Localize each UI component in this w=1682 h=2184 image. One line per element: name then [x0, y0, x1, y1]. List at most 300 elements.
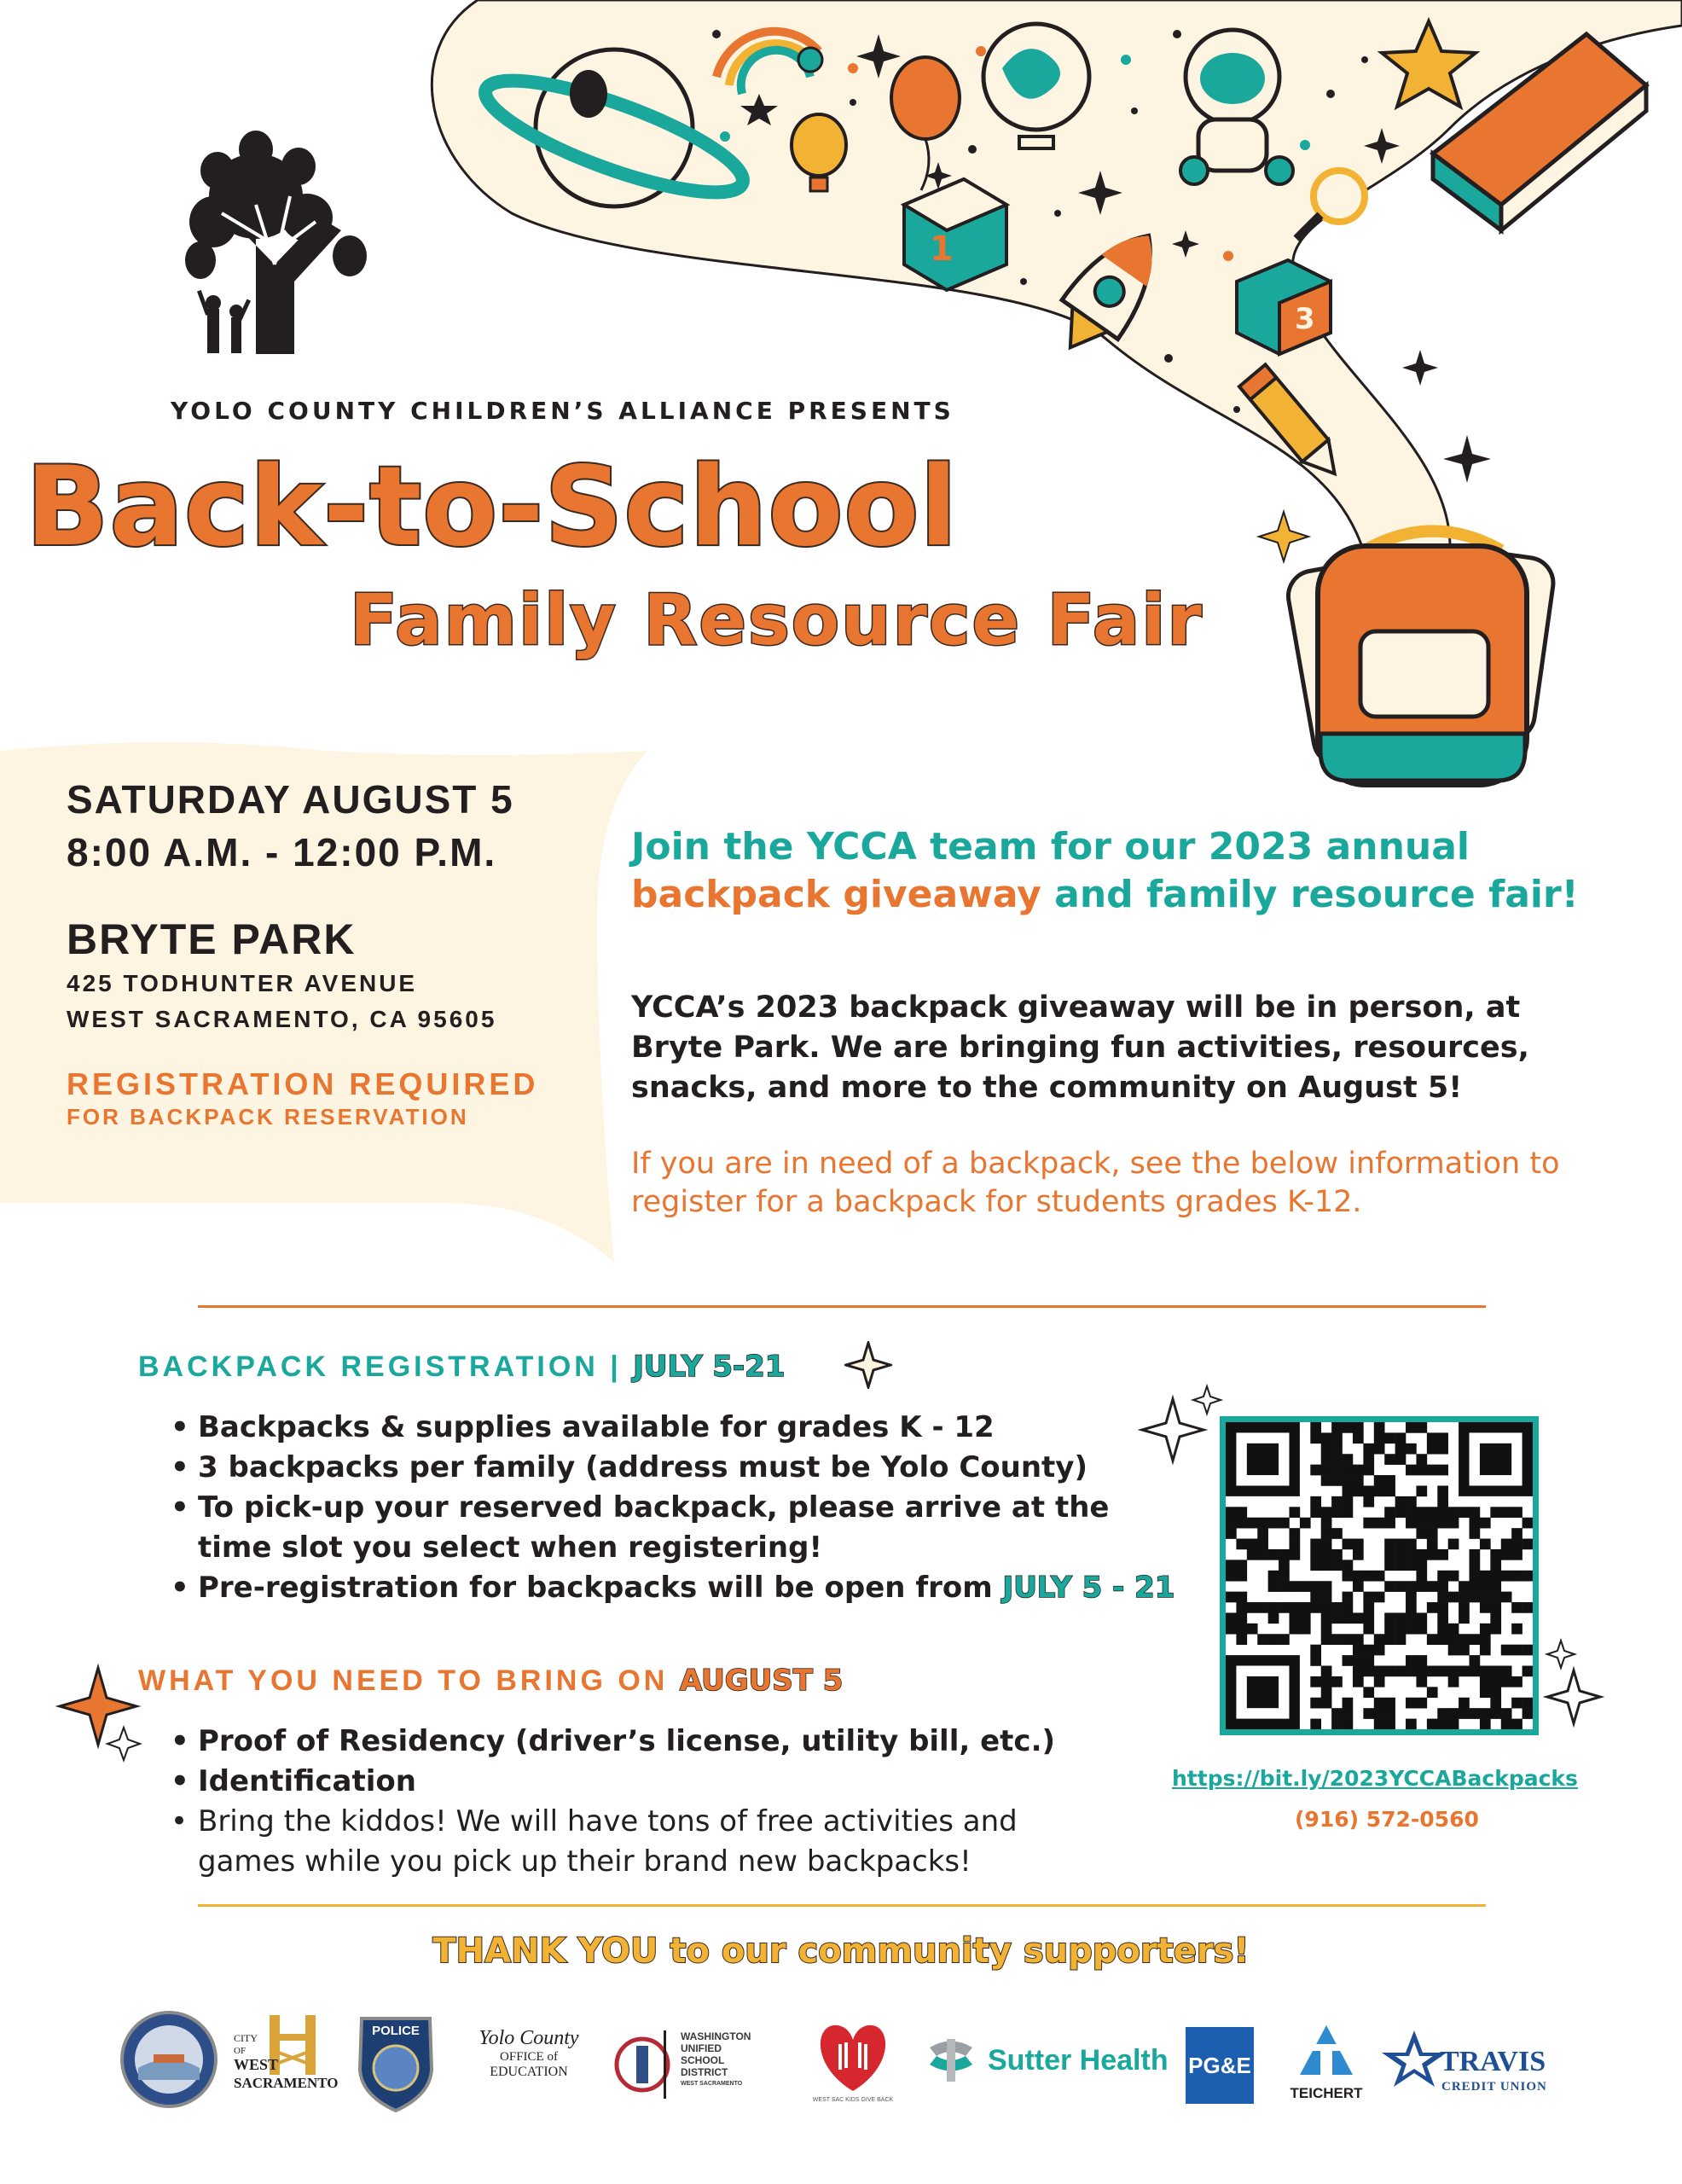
qr-module	[1353, 1666, 1364, 1677]
qr-module	[1236, 1560, 1247, 1571]
qr-module	[1480, 1645, 1491, 1656]
qr-module	[1374, 1719, 1385, 1729]
qr-module	[1490, 1666, 1501, 1677]
qr-module	[1384, 1666, 1395, 1677]
registration-bullets	[171, 1408, 1211, 1608]
qr-module	[1289, 1623, 1300, 1635]
event-time: 8:00 A.M. - 12:00 P.M.	[67, 830, 497, 874]
qr-module	[1437, 1496, 1448, 1507]
qr-module	[1480, 1666, 1491, 1677]
qr-module	[1289, 1528, 1300, 1539]
qr-module	[1448, 1507, 1459, 1518]
qr-module	[1501, 1645, 1512, 1656]
bring-bullets	[171, 1722, 1126, 1882]
bring-section-title	[138, 1664, 843, 1698]
qr-module	[1448, 1708, 1459, 1719]
qr-module	[1448, 1719, 1459, 1729]
qr-module	[1437, 1719, 1448, 1729]
qr-module	[1437, 1666, 1448, 1677]
qr-module	[1511, 1539, 1522, 1550]
qr-module	[1343, 1507, 1354, 1518]
qr-module	[1437, 1518, 1448, 1529]
qr-module	[1448, 1634, 1459, 1645]
qr-module	[1310, 1719, 1321, 1729]
list-item	[171, 1568, 1211, 1608]
qr-module	[1437, 1612, 1448, 1623]
qr-module	[1511, 1676, 1522, 1687]
qr-module	[1310, 1539, 1321, 1550]
qr-module	[1437, 1443, 1448, 1455]
qr-module	[1480, 1623, 1491, 1635]
qr-module	[1384, 1475, 1395, 1486]
registration-title-dates: JULY 5-21	[633, 1350, 786, 1384]
qr-module	[1490, 1549, 1501, 1560]
qr-module	[1353, 1485, 1364, 1496]
qr-module	[1353, 1581, 1364, 1592]
city-name-1: WEST	[234, 2056, 279, 2073]
qr-module	[1331, 1465, 1343, 1476]
qr-module	[1300, 1581, 1311, 1592]
qr-module	[1321, 1539, 1332, 1550]
qr-module	[1511, 1698, 1522, 1709]
qr-module	[1395, 1549, 1406, 1560]
qr-module	[1427, 1581, 1438, 1592]
qr-module	[1437, 1485, 1448, 1496]
qr-module	[1321, 1507, 1332, 1518]
qr-module	[1427, 1719, 1438, 1729]
qr-module	[1321, 1666, 1332, 1677]
qr-module	[1511, 1571, 1522, 1582]
qr-module	[1416, 1676, 1427, 1687]
qr-module	[1289, 1549, 1300, 1560]
qr-code-pattern	[1226, 1422, 1533, 1729]
qr-module	[1226, 1612, 1237, 1623]
qr-module	[1490, 1623, 1501, 1635]
presenter-line: YOLO COUNTY CHILDREN’S ALLIANCE PRESENTS	[171, 397, 954, 425]
qr-module	[1257, 1539, 1268, 1550]
list-item-text: Pre-registration for backpacks will be open from	[198, 1571, 993, 1605]
qr-module	[1427, 1602, 1438, 1613]
qr-module	[1236, 1612, 1247, 1623]
qr-module	[1480, 1581, 1491, 1592]
qr-module	[1363, 1465, 1374, 1476]
qr-module	[1501, 1719, 1512, 1729]
yolo-line-3: EDUCATION	[490, 2065, 568, 2079]
backpack-icon	[1285, 531, 1557, 786]
qr-module	[1279, 1581, 1290, 1592]
qr-module	[1416, 1528, 1427, 1539]
qr-module	[1279, 1560, 1290, 1571]
qr-module	[1406, 1443, 1417, 1455]
qr-module	[1416, 1507, 1427, 1518]
teichert-triangle-icon	[1296, 2022, 1356, 2082]
qr-module	[1406, 1602, 1417, 1613]
qr-module	[1501, 1708, 1512, 1719]
address-line-2: WEST SACRAMENTO, CA 95605	[67, 1006, 497, 1032]
qr-module	[1470, 1549, 1481, 1560]
divider-top	[198, 1305, 1486, 1308]
qr-module	[1374, 1443, 1385, 1455]
qr-module	[1437, 1571, 1448, 1582]
qr-module	[1236, 1623, 1247, 1635]
contact-phone: (916) 572-0560	[1295, 1807, 1479, 1832]
qr-module	[1406, 1518, 1417, 1529]
qr-module	[1353, 1676, 1364, 1687]
qr-module	[1416, 1485, 1427, 1496]
west-sac-kids-give-back-logo	[793, 2018, 913, 2112]
west-sac-label: WEST SAC KIDS GIVE BACK	[812, 2097, 894, 2103]
qr-module	[1374, 1518, 1385, 1529]
qr-module	[1427, 1549, 1438, 1560]
qr-module	[1343, 1539, 1354, 1550]
qr-module	[1490, 1698, 1501, 1709]
qr-module	[1416, 1655, 1427, 1666]
qr-module	[1300, 1612, 1311, 1623]
qr-module	[1406, 1719, 1417, 1729]
city-west-sacramento-logo	[232, 2015, 343, 2109]
qr-module	[1343, 1422, 1354, 1433]
qr-module	[1310, 1432, 1321, 1443]
qr-module	[1343, 1496, 1354, 1507]
qr-module	[1459, 1708, 1470, 1719]
qr-module	[1511, 1645, 1522, 1656]
qr-module	[1416, 1454, 1427, 1465]
event-date-time	[67, 773, 514, 879]
qr-module	[1289, 1581, 1300, 1592]
qr-module	[1384, 1432, 1395, 1443]
qr-module	[1490, 1602, 1501, 1613]
qr-module	[1353, 1612, 1364, 1623]
qr-module	[1490, 1687, 1501, 1698]
qr-module	[1480, 1518, 1491, 1529]
qr-module	[1268, 1549, 1279, 1560]
qr-module	[1300, 1518, 1311, 1529]
qr-module	[1448, 1571, 1459, 1582]
qr-module	[1268, 1518, 1279, 1529]
qr-module	[1363, 1602, 1374, 1613]
qr-module	[1427, 1528, 1438, 1539]
qr-module	[1279, 1518, 1290, 1529]
qr-module	[1331, 1528, 1343, 1539]
qr-module	[1268, 1581, 1279, 1592]
wusd-line-2: UNIFIED	[681, 2042, 722, 2054]
qr-module	[1353, 1571, 1364, 1582]
qr-module	[1321, 1528, 1332, 1539]
qr-module	[1331, 1432, 1343, 1443]
qr-module	[1321, 1592, 1332, 1603]
qr-module	[1268, 1602, 1279, 1613]
qr-module	[1310, 1507, 1321, 1518]
registration-link[interactable]: https://bit.ly/2023YCCABackpacks	[1172, 1766, 1578, 1791]
sparkle-icons-qr-top	[1134, 1382, 1228, 1476]
qr-module	[1416, 1571, 1427, 1582]
qr-module	[1321, 1518, 1332, 1529]
registration-required: REGISTRATION REQUIRED	[67, 1066, 539, 1101]
qr-module	[1363, 1571, 1374, 1582]
qr-module	[1343, 1485, 1354, 1496]
qr-module	[1363, 1645, 1374, 1656]
qr-module	[1416, 1623, 1427, 1635]
qr-module	[1331, 1719, 1343, 1729]
qr-module	[1353, 1549, 1364, 1560]
qr-module	[1331, 1475, 1343, 1486]
qr-module	[1363, 1454, 1374, 1465]
qr-module	[1247, 1539, 1258, 1550]
sutter-health-icon	[921, 2030, 981, 2090]
qr-finder-inner	[1480, 1443, 1511, 1475]
qr-module	[1384, 1539, 1395, 1550]
qr-module	[1343, 1454, 1354, 1465]
qr-module	[1310, 1581, 1321, 1592]
travis-star-icon	[1380, 2029, 1448, 2088]
qr-module	[1257, 1528, 1268, 1539]
qr-module	[1470, 1581, 1481, 1592]
qr-module	[1427, 1666, 1438, 1677]
qr-module	[1522, 1602, 1533, 1613]
bring-title-text: WHAT YOU NEED TO BRING ON	[138, 1664, 669, 1697]
wusd-line-3: SCHOOL	[681, 2054, 725, 2066]
pge-logo	[1186, 2022, 1266, 2107]
qr-module	[1310, 1592, 1321, 1603]
qr-module	[1416, 1465, 1427, 1476]
qr-finder-inner	[1247, 1443, 1279, 1475]
qr-module	[1363, 1666, 1374, 1677]
qr-module	[1490, 1592, 1501, 1603]
qr-module	[1247, 1623, 1258, 1635]
qr-module	[1236, 1571, 1247, 1582]
qr-module	[1353, 1655, 1364, 1666]
qr-module	[1416, 1698, 1427, 1709]
qr-module	[1310, 1645, 1321, 1656]
qr-module	[1511, 1602, 1522, 1613]
qr-module	[1501, 1507, 1512, 1518]
qr-module	[1289, 1612, 1300, 1623]
qr-module	[1279, 1634, 1290, 1645]
qr-module	[1226, 1623, 1237, 1635]
qr-module	[1321, 1465, 1332, 1476]
qr-module	[1343, 1475, 1354, 1486]
address-line-1: 425 TODHUNTER AVENUE	[67, 970, 418, 996]
qr-module	[1321, 1602, 1332, 1613]
qr-module	[1490, 1571, 1501, 1582]
qr-module	[1226, 1507, 1237, 1518]
qr-module	[1353, 1465, 1364, 1476]
sparkle-icons-qr-bottom	[1535, 1636, 1612, 1730]
qr-module	[1353, 1432, 1364, 1443]
intro-headline	[631, 823, 1655, 919]
qr-module	[1522, 1645, 1533, 1656]
qr-module	[1490, 1507, 1501, 1518]
qr-module	[1511, 1549, 1522, 1560]
list-item: • 3 backpacks per family (address must be Yolo County)	[171, 1448, 1211, 1488]
event-date: SATURDAY AUGUST 5	[67, 777, 514, 822]
qr-module	[1363, 1708, 1374, 1719]
city-name-2: SACRAMENTO	[234, 2075, 339, 2091]
qr-module	[1406, 1623, 1417, 1635]
qr-module	[1374, 1676, 1385, 1687]
qr-module	[1331, 1496, 1343, 1507]
qr-module	[1363, 1496, 1374, 1507]
qr-module	[1247, 1549, 1258, 1560]
qr-module	[1321, 1432, 1332, 1443]
qr-module	[1384, 1623, 1395, 1635]
heart-hands-icon	[793, 2018, 913, 2095]
qr-module	[1384, 1612, 1395, 1623]
qr-module	[1363, 1518, 1374, 1529]
travis-credit-union-logo	[1380, 2029, 1568, 2106]
qr-module	[1279, 1571, 1290, 1582]
qr-module	[1395, 1623, 1406, 1635]
sutter-health-logo	[921, 2030, 1177, 2099]
qr-module	[1470, 1655, 1481, 1666]
qr-module	[1416, 1612, 1427, 1623]
washington-usd-logo	[612, 2022, 774, 2107]
qr-module	[1226, 1518, 1237, 1529]
qr-module	[1406, 1592, 1417, 1603]
qr-module	[1353, 1475, 1364, 1486]
qr-module	[1321, 1443, 1332, 1455]
qr-module	[1363, 1623, 1374, 1635]
qr-module	[1374, 1432, 1385, 1443]
qr-module	[1427, 1634, 1438, 1645]
qr-module	[1331, 1560, 1343, 1571]
svg-text:3: 3	[1295, 302, 1315, 336]
qr-module	[1384, 1581, 1395, 1592]
qr-module	[1522, 1571, 1533, 1582]
qr-module	[1343, 1698, 1354, 1709]
qr-module	[1384, 1708, 1395, 1719]
registration-required-sub: FOR BACKPACK RESERVATION	[67, 1104, 469, 1130]
qr-module	[1310, 1549, 1321, 1560]
qr-module	[1470, 1708, 1481, 1719]
wusd-line-5: WEST SACRAMENTO	[681, 2081, 743, 2087]
qr-module	[1310, 1465, 1321, 1476]
qr-module	[1236, 1634, 1247, 1645]
qr-module	[1321, 1623, 1332, 1635]
qr-module	[1236, 1507, 1247, 1518]
qr-module	[1448, 1666, 1459, 1677]
qr-module	[1395, 1581, 1406, 1592]
qr-module	[1247, 1602, 1258, 1613]
event-title: Back-to-School	[26, 444, 959, 571]
qr-module	[1343, 1612, 1354, 1623]
qr-module	[1236, 1539, 1247, 1550]
teichert-label: TEICHERT	[1290, 2085, 1363, 2101]
travis-sub-label: CREDIT UNION	[1441, 2080, 1547, 2094]
qr-module	[1459, 1612, 1470, 1623]
yolo-line-1: Yolo County	[478, 2027, 579, 2049]
event-subtitle: Family Resource Fair	[350, 580, 1204, 661]
qr-module	[1480, 1708, 1491, 1719]
qr-module	[1343, 1602, 1354, 1613]
qr-module	[1459, 1666, 1470, 1677]
qr-module	[1406, 1496, 1417, 1507]
thanks-heading: THANK YOU to our community supporters!	[432, 1931, 1250, 1971]
qr-module	[1363, 1485, 1374, 1496]
intro-need-info: If you are in need of a backpack, see the below information to register for a backpack for students grades K-12.	[631, 1147, 1560, 1219]
sparkle-icon-yellow	[1259, 512, 1308, 561]
qr-module	[1363, 1655, 1374, 1666]
qr-module	[1374, 1592, 1385, 1603]
qr-module	[1257, 1602, 1268, 1613]
list-item-highlight: JULY 5 - 21	[1002, 1571, 1175, 1605]
qr-module	[1331, 1676, 1343, 1687]
qr-module	[1310, 1422, 1321, 1433]
qr-module	[1310, 1560, 1321, 1571]
qr-module	[1427, 1465, 1438, 1476]
qr-module	[1406, 1549, 1417, 1560]
qr-module	[1448, 1539, 1459, 1550]
qr-module	[1331, 1549, 1343, 1560]
qr-module	[1480, 1676, 1491, 1687]
block-3-icon	[1237, 260, 1331, 354]
qr-module	[1321, 1634, 1332, 1645]
list-item: • Backpacks & supplies available for grades K - 12	[171, 1408, 1211, 1448]
qr-module	[1437, 1581, 1448, 1592]
qr-module	[1321, 1698, 1332, 1709]
qr-module	[1480, 1687, 1491, 1698]
qr-finder-inner	[1247, 1676, 1279, 1708]
sparkle-icon	[844, 1341, 892, 1389]
qr-module	[1406, 1581, 1417, 1592]
qr-module	[1480, 1571, 1491, 1582]
pge-label: PG&E	[1186, 2027, 1254, 2104]
qr-module	[1279, 1602, 1290, 1613]
intro-headline-part-3: and family resource fair!	[1041, 873, 1579, 916]
qr-module	[1374, 1666, 1385, 1677]
qr-module	[1395, 1432, 1406, 1443]
qr-code[interactable]	[1220, 1416, 1539, 1735]
registration-title-text: BACKPACK REGISTRATION |	[138, 1350, 622, 1383]
qr-module	[1384, 1698, 1395, 1709]
qr-module	[1480, 1634, 1491, 1645]
qr-module	[1459, 1602, 1470, 1613]
qr-module	[1384, 1485, 1395, 1496]
qr-module	[1363, 1612, 1374, 1623]
qr-module	[1374, 1422, 1385, 1433]
qr-module	[1501, 1539, 1512, 1550]
qr-module	[1310, 1602, 1321, 1613]
qr-module	[1437, 1623, 1448, 1635]
qr-module	[1343, 1708, 1354, 1719]
qr-module	[1374, 1485, 1385, 1496]
intro-headline-part-2: backpack giveaway	[631, 873, 1041, 916]
qr-module	[1384, 1518, 1395, 1529]
qr-module	[1395, 1666, 1406, 1677]
qr-module	[1406, 1539, 1417, 1550]
travis-label: TRAVIS	[1440, 2046, 1546, 2077]
qr-module	[1374, 1634, 1385, 1645]
qr-module	[1374, 1645, 1385, 1656]
qr-module	[1395, 1539, 1406, 1550]
qr-module	[1522, 1539, 1533, 1550]
qr-module	[1511, 1719, 1522, 1729]
qr-module	[1470, 1518, 1481, 1529]
qr-module	[1427, 1687, 1438, 1698]
qr-module	[1427, 1443, 1438, 1455]
qr-module	[1236, 1518, 1247, 1529]
qr-module	[1363, 1443, 1374, 1455]
qr-module	[1490, 1708, 1501, 1719]
qr-module	[1427, 1539, 1438, 1550]
qr-module	[1501, 1571, 1512, 1582]
city-seal-logo	[119, 2010, 218, 2109]
qr-module	[1343, 1634, 1354, 1645]
wusd-line-1: WASHINGTON	[681, 2030, 751, 2042]
qr-module	[1236, 1592, 1247, 1603]
qr-module	[1501, 1592, 1512, 1603]
police-label: POLICE	[372, 2024, 420, 2038]
